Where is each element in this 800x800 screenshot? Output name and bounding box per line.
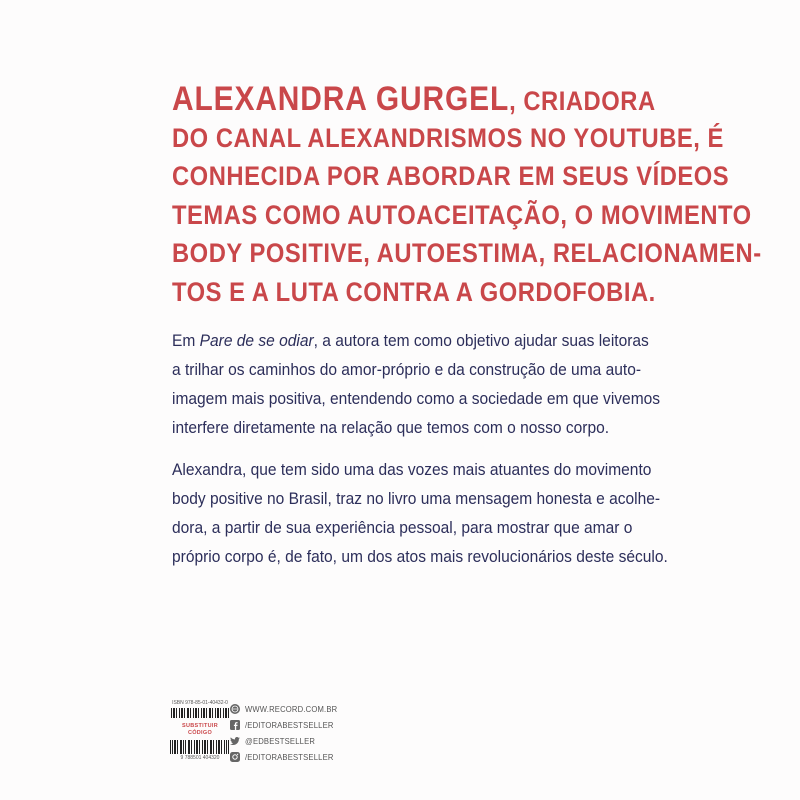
paragraph-1 [172,327,661,443]
substitute-label-line-1: SUBSTITUIR [182,723,218,729]
barcode-digits: 9 788501 404320 [180,755,220,761]
social-link-text: /EDITORABESTSELLER [245,720,334,730]
paragraph-line: imagem mais positiva, entendendo como a sociedade em que vivemos [172,390,661,408]
headline-line: CONHECIDA POR ABORDAR EM SEUS VÍDEOS [172,161,730,191]
twitter-icon [230,736,240,746]
headline-line: TOS E A LUTA CONTRA A GORDOFOBIA. [172,276,656,307]
social-links [230,701,430,765]
headline-line-text: , CRIADORA [509,86,656,116]
instagram-icon [230,752,240,762]
headline-line: TEMAS COMO AUTOACEITAÇÃO, O MOVIMENTO [172,199,752,230]
footer [170,700,470,770]
substitute-code-label [170,723,230,737]
paragraph-2 [172,456,668,572]
social-link-text: @EDBESTSELLER [245,736,316,746]
barcode-bars-top [170,708,230,718]
paragraph-line: body positive no Brasil, traz no livro uma mensagem honesta e acolhe- [172,490,661,508]
paragraph-line: próprio corpo é, de fato, um dos atos mais revolucionários deste século. [172,548,668,566]
social-link-text: WWW.RECORD.COM.BR [245,704,338,714]
headline-line: BODY POSITIVE, AUTOESTIMA, RELACIONAMEN- [172,238,762,268]
social-link-twitter[interactable] [230,733,430,749]
paragraph-line-prefix: Em [172,332,200,350]
isbn-text: ISBN 978-85-01-40432-0 [172,700,228,706]
paragraph-line: interfere diretamente na relação que temos com o nosso corpo. [172,419,610,437]
paragraph-line-suffix: , a autora tem como objetivo ajudar suas leitoras [313,332,649,350]
globe-icon [230,704,240,714]
paragraph-line: a trilhar os caminhos do amor-próprio e da construção de uma auto- [172,361,642,379]
paragraph-line [172,327,649,356]
paragraph-line: dora, a partir de sua experiência pessoal, para mostrar que amar o [172,519,633,537]
headline-line: DO CANAL ALEXANDRISMOS NO YOUTUBE, É [172,122,724,153]
author-name: ALEXANDRA GURGEL [172,80,510,118]
barcode-block [170,700,230,770]
barcode-bars-bottom [170,740,230,754]
facebook-icon [230,720,240,730]
social-link-website[interactable] [230,701,430,717]
book-title: Pare de se odiar [199,332,314,350]
headline [172,80,762,311]
social-link-instagram[interactable] [230,749,430,765]
social-link-text: /EDITORABESTSELLER [245,752,334,762]
paragraph-line: Alexandra, que tem sido uma das vozes mais atuantes do movimento [172,461,652,479]
headline-line [172,80,656,119]
substitute-label-line-2: CÓDIGO [187,730,213,736]
social-link-facebook[interactable] [230,717,430,733]
